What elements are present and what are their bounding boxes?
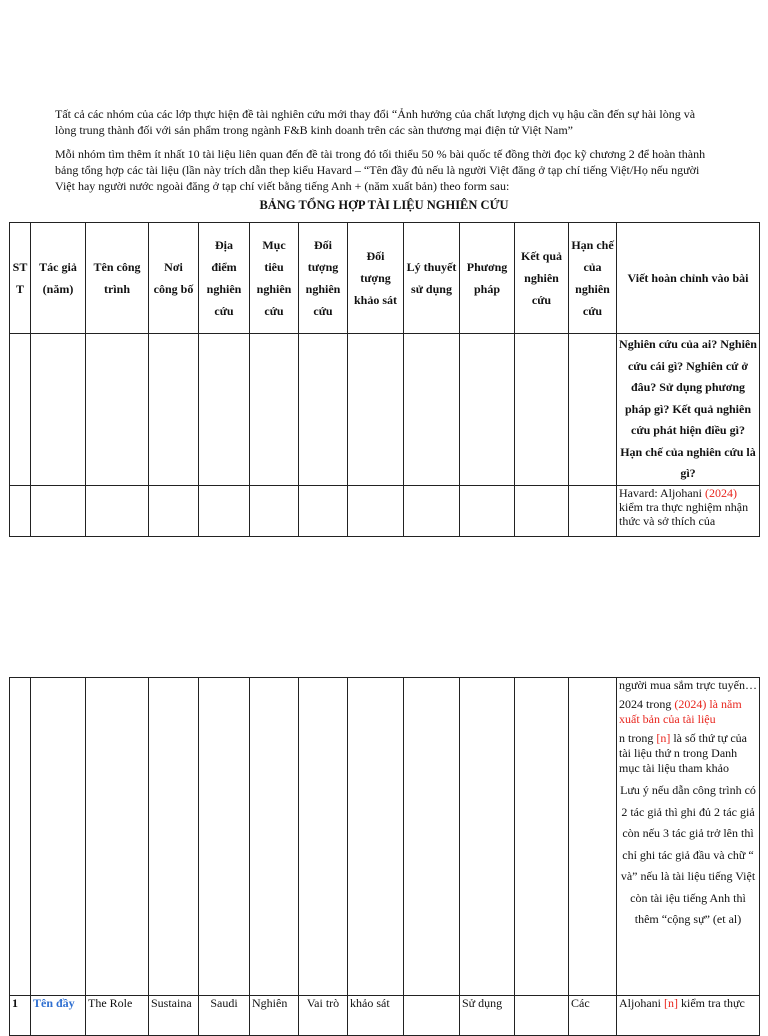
row-publisher: Sustaina <box>149 996 199 1036</box>
table-cell <box>199 334 250 486</box>
header-cell: Viết hoàn chỉnh vào bài <box>617 223 760 334</box>
row-method: Sử dụng <box>460 996 515 1036</box>
table-row <box>10 486 760 537</box>
table-cell <box>515 486 569 537</box>
row-goal: Nghiên <box>250 996 299 1036</box>
row-write <box>617 996 760 1036</box>
row-work: The Role <box>86 996 149 1036</box>
table-cell <box>199 486 250 537</box>
note-number <box>619 731 757 776</box>
table-cell <box>348 486 404 537</box>
guide-questions-cell: Nghiên cứu của ai? Nghiên cứu cái gì? Nghiên cứ ở đâu? Sử dụng phương pháp gì? Kết quả nghiên cứu phát hiện điều gì? Hạn chế của nghiên cứu là gì? <box>617 334 760 486</box>
table-cell <box>149 486 199 537</box>
row-object: Vai trò <box>299 996 348 1036</box>
havard-example-suffix: kiểm tra thực nghiệm nhận thức và sở thích của <box>619 500 749 528</box>
summary-table-part-1 <box>9 222 760 537</box>
table-cell <box>569 486 617 537</box>
table-cell <box>149 334 199 486</box>
note-authors: Lưu ý nếu dẫn công trình có 2 tác giả thì ghi đủ 2 tác giả còn nếu 3 tác giả trở lên thì chỉ ghi tác giả đầu và chữ “ và” nếu là tài liệu tiếng Việt còn tài iệu tiếng Anh thì thêm “cộng sự” (et al) <box>620 783 756 926</box>
table-cell <box>348 334 404 486</box>
table-cell <box>86 486 149 537</box>
header-cell: Đối tượng nghiên cứu <box>299 223 348 334</box>
header-cell: Mục tiêu nghiên cứu <box>250 223 299 334</box>
table-cell <box>149 678 199 996</box>
table-cell <box>299 678 348 996</box>
table-row <box>10 996 760 1036</box>
note-year-red: (2024) là năm xuất bản của tài liệu <box>619 697 742 726</box>
havard-example-prefix: Havard: Aljohani <box>619 486 705 500</box>
table-cell <box>31 678 86 996</box>
summary-table-part-2 <box>9 677 760 1036</box>
header-cell: Nơi công bố <box>149 223 199 334</box>
table-row <box>10 678 760 996</box>
row-stt: 1 <box>10 996 31 1036</box>
row-result <box>515 996 569 1036</box>
row-location: Saudi <box>199 996 250 1036</box>
header-cell: Phương pháp <box>460 223 515 334</box>
table-cell <box>250 334 299 486</box>
header-cell: Hạn chế của nghiên cứu <box>569 223 617 334</box>
table-cell <box>460 678 515 996</box>
table-cell <box>299 334 348 486</box>
table-cell <box>10 486 31 537</box>
table-cell <box>299 486 348 537</box>
table-cell <box>199 678 250 996</box>
row-survey: khảo sát <box>348 996 404 1036</box>
header-cell: Lý thuyết sử dụng <box>404 223 460 334</box>
table-cell <box>250 678 299 996</box>
table-cell <box>10 678 31 996</box>
header-cell: Kết quả nghiên cứu <box>515 223 569 334</box>
header-cell: Tên công trình <box>86 223 149 334</box>
table-cell <box>404 334 460 486</box>
table-cell <box>404 678 460 996</box>
intro-paragraph-2: Mỗi nhóm tìm thêm ít nhất 10 tài liệu liên quan đến đề tài trong đó tối thiểu 50 % bài quốc tế đồng thời đọc kỹ chương 2 để hoàn thành bảng tổng hợp các tài liệu (lần này trích dẫn thep kiểu Havard – “Tên đầy đủ nếu là người Việt đăng ở tạp chí tiếng Việt/Họ nếu người Việt hay người nước ngoài đăng ở tạp chí viết bằng tiếng Anh + (năm xuất bản) theo form sau: <box>55 147 706 193</box>
table-row <box>10 334 760 486</box>
table-cell <box>515 678 569 996</box>
table-cell <box>460 486 515 537</box>
table-cell <box>515 334 569 486</box>
row-write-ref: [n] <box>664 996 678 1010</box>
table-cell <box>250 486 299 537</box>
table-cell <box>404 486 460 537</box>
note-n-ref: [n] <box>656 731 671 745</box>
header-cell: Địa điểm nghiên cứu <box>199 223 250 334</box>
row-limit: Các <box>569 996 617 1036</box>
table-cell <box>348 678 404 996</box>
header-cell: ST T <box>10 223 31 334</box>
header-cell: Tác giả (năm) <box>31 223 86 334</box>
table-header-row <box>10 223 760 334</box>
table-cell <box>31 334 86 486</box>
table-cell <box>86 334 149 486</box>
note-year-prefix: 2024 trong <box>619 697 675 711</box>
row-write-prefix: Aljohani <box>619 996 664 1010</box>
row-author: Tên đầy <box>31 996 86 1036</box>
note-n-suffix: là số thứ tự của tài liệu thứ n trong Danh mục tài liệu tham khảo <box>619 731 748 775</box>
table-cell <box>569 678 617 996</box>
row-write-suffix: kiểm tra thực <box>678 996 745 1010</box>
header-cell: Đối tượng khảo sát <box>348 223 404 334</box>
table-cell <box>569 334 617 486</box>
intro-paragraph-1: Tất cả các nhóm của các lớp thực hiện đề tài nghiên cứu mới thay đổi “Ảnh hưởng của chất lượng dịch vụ hậu cần đến sự hài lòng và lòng trung thành đối với sản phẩm trong ngành F&B kinh doanh trên các sàn thương mại điện tử Việt Nam” <box>55 107 696 137</box>
table-cell <box>31 486 86 537</box>
table-cell <box>10 334 31 486</box>
note-year <box>619 697 757 727</box>
continued-line: người mua sắm trực tuyến… <box>619 678 757 692</box>
note-n-prefix: n trong <box>619 731 657 745</box>
table-cell <box>86 678 149 996</box>
row-theory <box>404 996 460 1036</box>
table-title: BẢNG TỔNG HỢP TÀI LIỆU NGHIÊN CỨU <box>259 198 509 212</box>
havard-example-cell <box>617 486 760 537</box>
havard-example-year: (2024) <box>704 486 737 500</box>
table-cell <box>460 334 515 486</box>
notes-cell <box>617 678 760 996</box>
